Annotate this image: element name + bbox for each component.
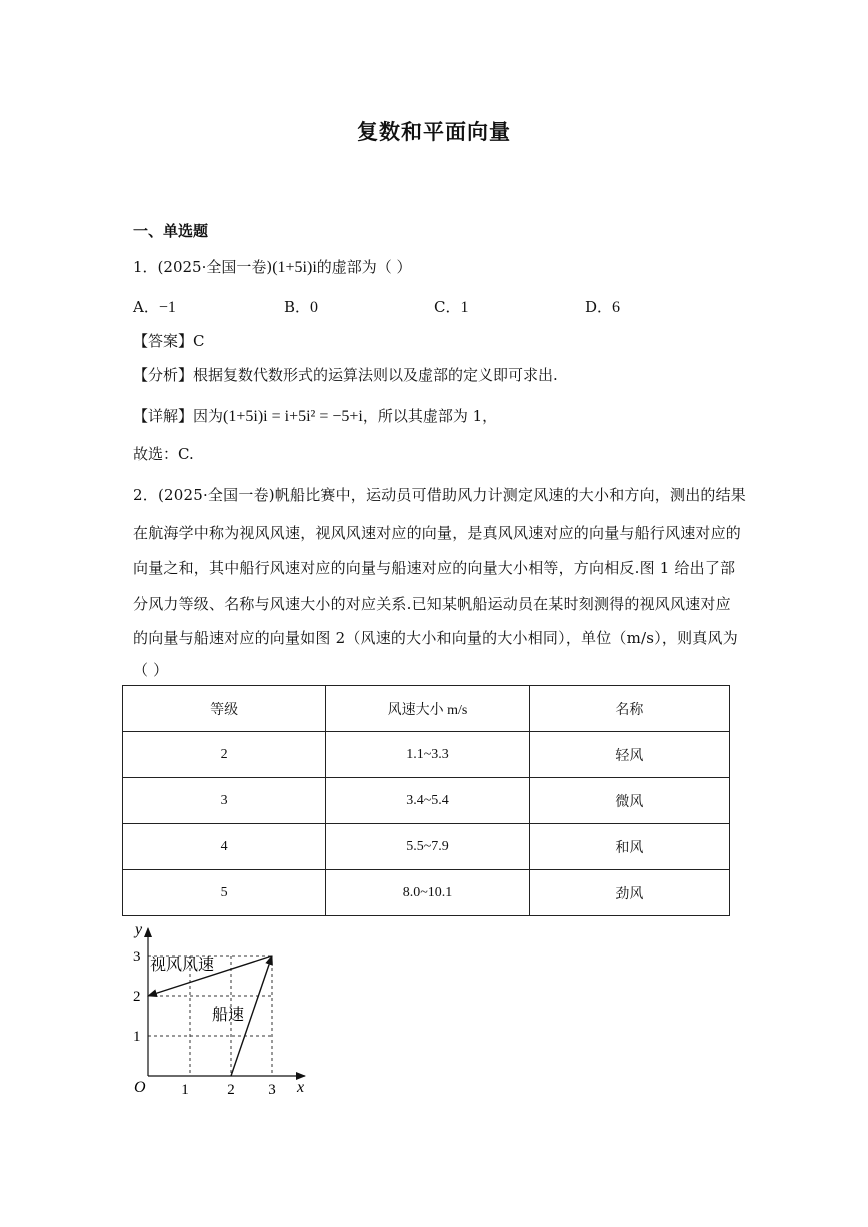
wind-scale-table: [122, 685, 730, 916]
table-cell: 5: [123, 870, 326, 916]
table-header: 风速大小 m/s: [326, 686, 529, 732]
q1-option-c: C．1: [434, 298, 469, 316]
x-tick-label: 2: [227, 1082, 235, 1098]
table-row: [123, 824, 730, 870]
table-cell: 2: [123, 732, 326, 778]
q1-stem: [133, 256, 412, 277]
table-cell: 轻风: [529, 732, 729, 778]
q1-stem-tail: 的虚部为（ ）: [316, 258, 412, 276]
table-header-row: [123, 686, 730, 732]
table-header: 等级: [123, 686, 326, 732]
y-axis-label: y: [135, 921, 143, 938]
origin-label: O: [134, 1079, 146, 1096]
table-header: 名称: [529, 686, 729, 732]
q2-line-1: 2．(2025·全国一卷)帆船比赛中，运动员可借助风力计测定风速的大小和方向，测出的结果: [133, 486, 746, 504]
q1-choice: 故选：C.: [133, 445, 194, 463]
q2-line-6: （ ）: [133, 661, 169, 679]
x-tick-label: 3: [268, 1082, 276, 1098]
dashed-grid: [148, 956, 272, 1076]
q1-option-b: B．0: [284, 298, 319, 316]
q1-source: (2025·全国一卷): [157, 258, 273, 276]
table-cell: 劲风: [529, 870, 729, 916]
q2-line-2: 在航海学中称为视风风速，视风风速对应的向量，是真风风速对应的向量与船行风速对应的: [133, 524, 742, 542]
q1-expression: (1+5i)i: [272, 259, 317, 276]
table-row: [123, 870, 730, 916]
x-axis-label: x: [297, 1079, 305, 1096]
table-cell: 微风: [529, 778, 729, 824]
q1-answer: 【答案】C: [133, 332, 205, 350]
section-heading: 一、单选题: [133, 222, 209, 240]
y-tick-label: 1: [133, 1029, 141, 1045]
page-title: 复数和平面向量: [357, 119, 511, 144]
q2-line-4: 分风力等级、名称与风速大小的对应关系.已知某帆船运动员在某时刻测得的视风风速对应: [133, 595, 731, 613]
q1-detail: 【详解】因为(1+5i)i = i+5i² = −5+i，所以其虚部为 1，: [133, 407, 498, 425]
table-cell: 1.1~3.3: [326, 732, 529, 778]
y-tick-label: 2: [133, 989, 141, 1005]
table-cell: 3.4~5.4: [326, 778, 529, 824]
q1-option-a: A．−1: [133, 298, 176, 316]
boat-speed-label: 船速: [212, 1005, 245, 1024]
q1-number: 1．: [133, 258, 158, 276]
q2-line-3: 向量之和，其中船行风速对应的向量与船速对应的向量大小相等，方向相反.图 1 给出了部: [133, 559, 736, 577]
table-row: [123, 778, 730, 824]
vector-diagram: [125, 920, 325, 1100]
apparent-wind-label: 视风风速: [150, 955, 215, 974]
q1-analysis: 【分析】根据复数代数形式的运算法则以及虚部的定义即可求出.: [133, 366, 558, 384]
q1-option-d: D．6: [585, 298, 621, 316]
table-cell: 5.5~7.9: [326, 824, 529, 870]
x-tick-label: 1: [181, 1082, 189, 1098]
table-cell: 和风: [529, 824, 729, 870]
q2-line-5: 的向量与船速对应的向量如图 2（风速的大小和向量的大小相同），单位（m/s），则真风为: [133, 629, 738, 647]
table-cell: 3: [123, 778, 326, 824]
y-tick-label: 3: [133, 949, 141, 965]
table-row: [123, 732, 730, 778]
table-cell: 8.0~10.1: [326, 870, 529, 916]
table-cell: 4: [123, 824, 326, 870]
q1-detail-math: (1+5i)i = i+5i² = −5+i: [223, 408, 363, 425]
